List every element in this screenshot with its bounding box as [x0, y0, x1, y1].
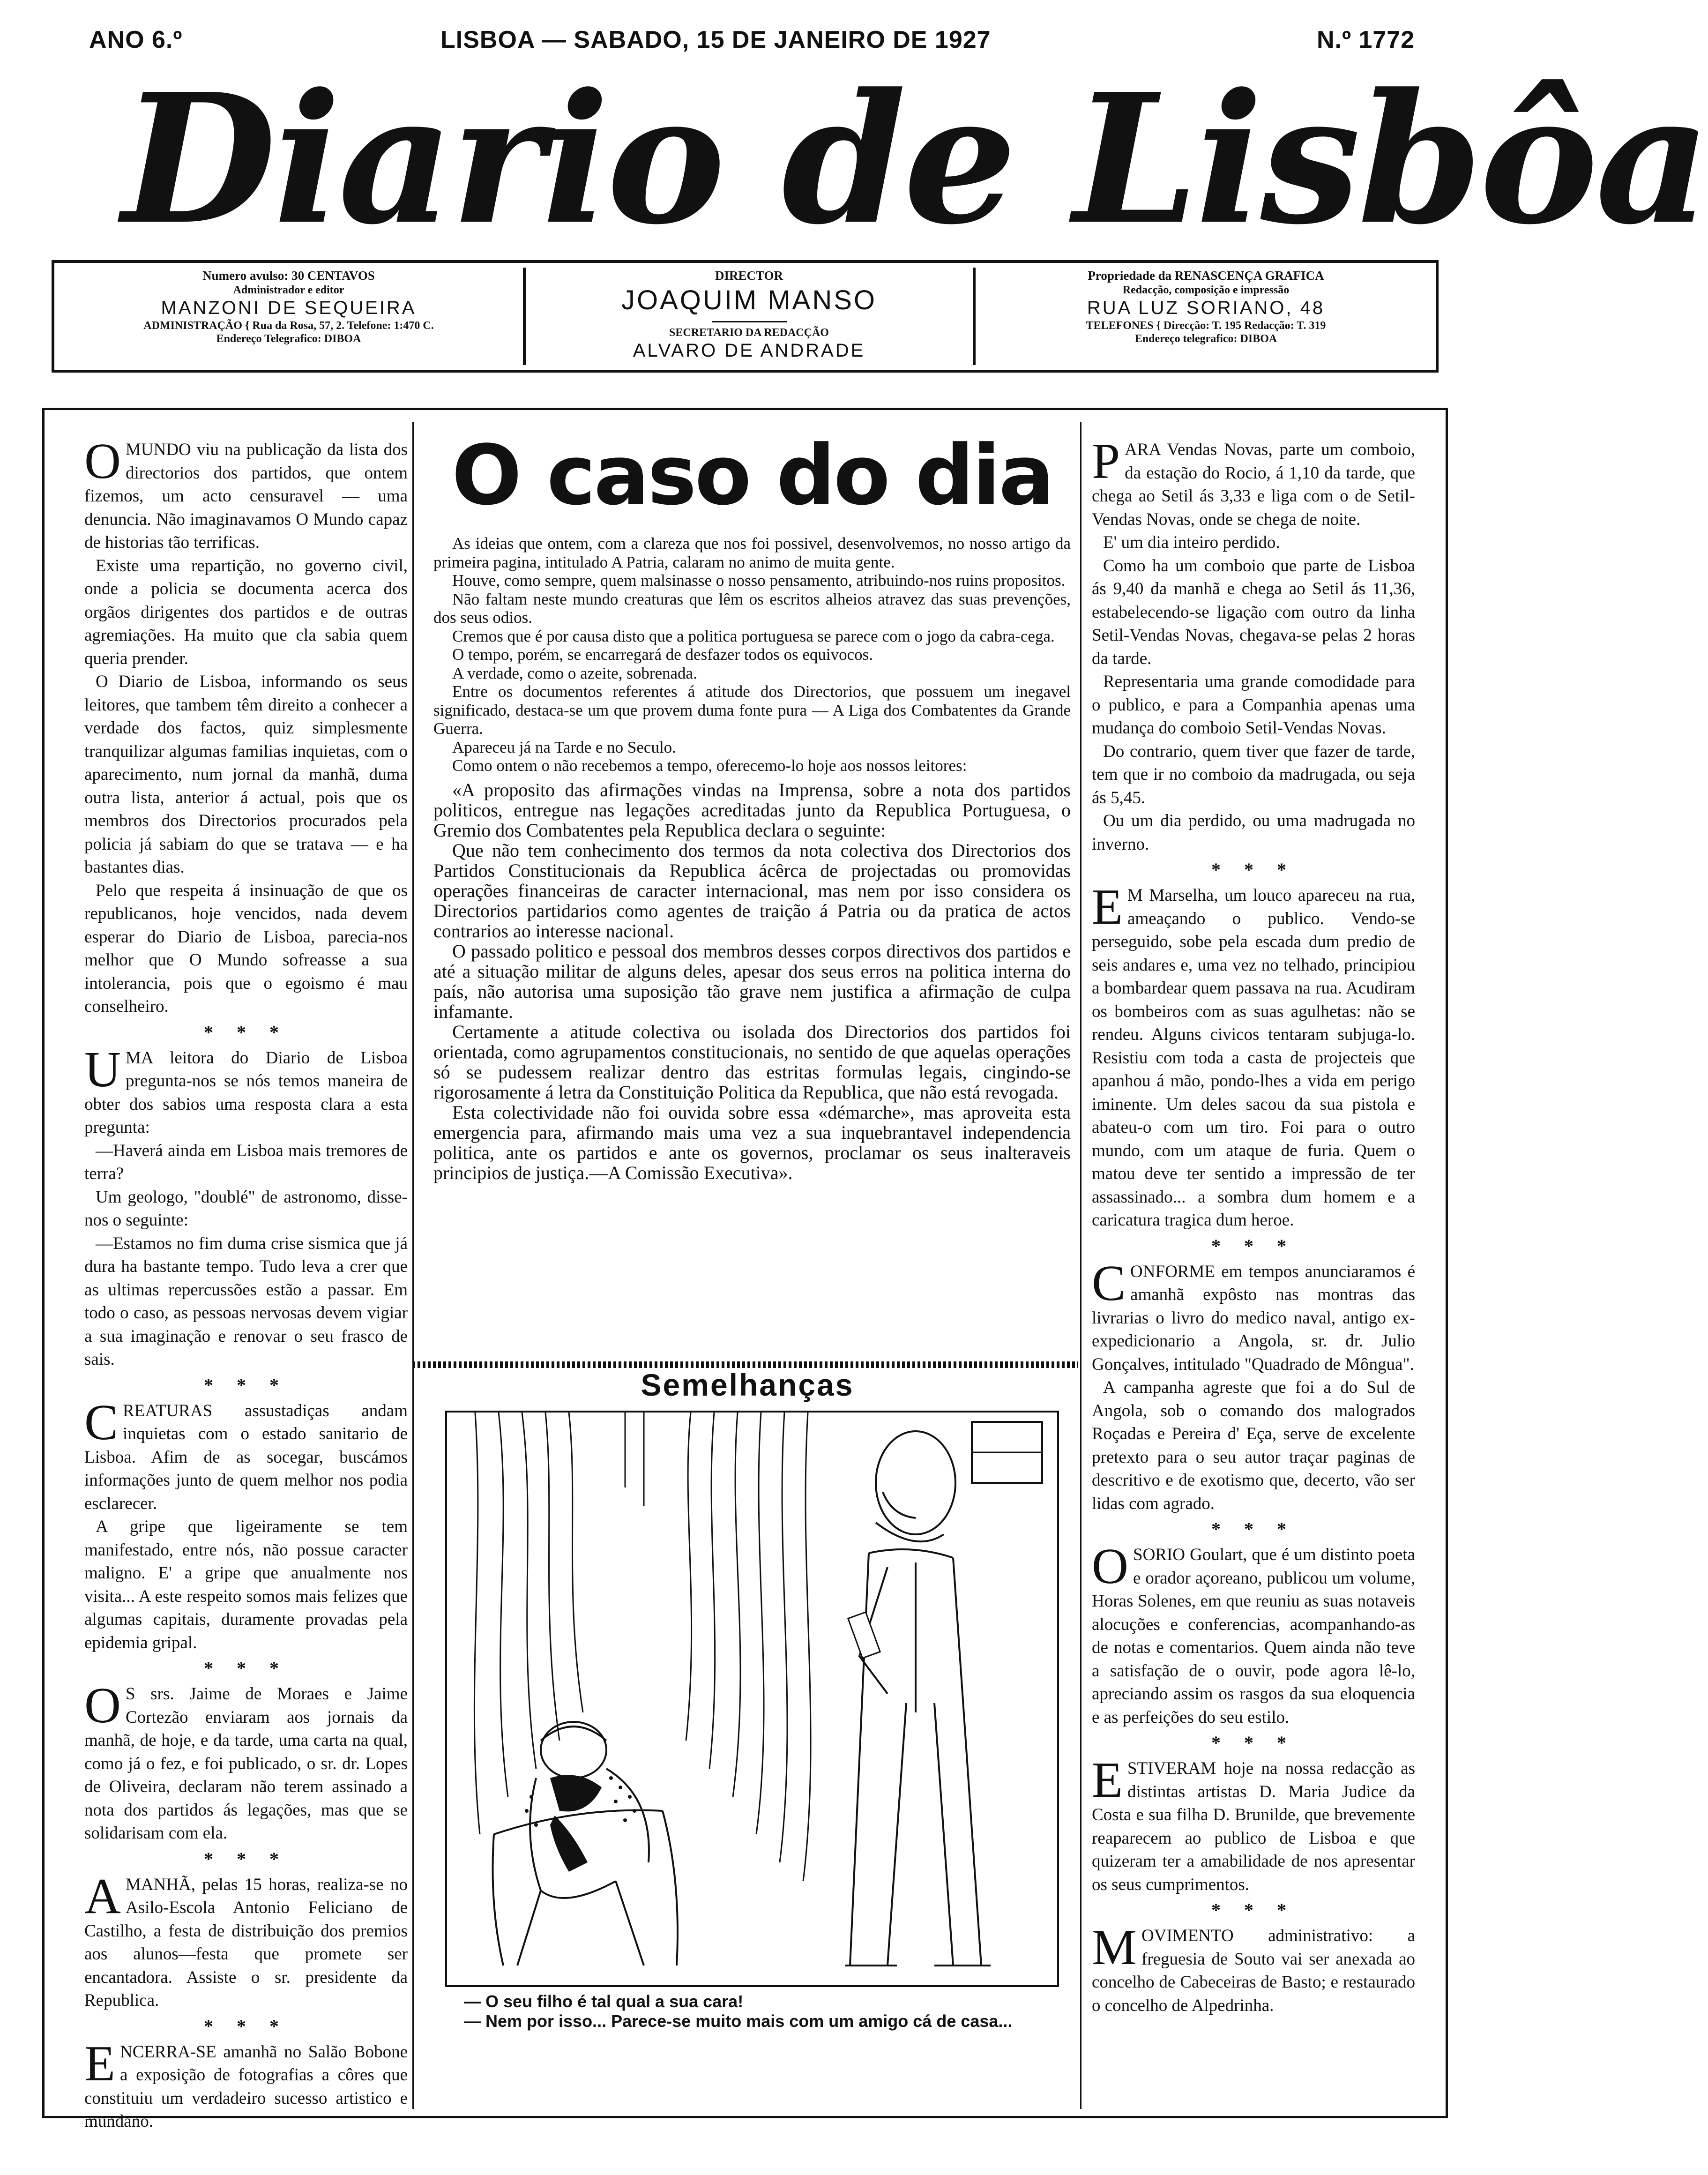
separator-stars: * * * — [204, 1021, 288, 1043]
article-paragraph: OMUNDO viu na publicação da lista dos directorios dos partidos, que ontem fizemos, um acto censuravel — uma denuncia. Não imaginavamos O Mundo capaz de historias tão terrificas. — [84, 434, 408, 552]
drop-cap: O — [84, 434, 121, 489]
drop-cap: O — [1092, 1539, 1128, 1594]
cartoon-illustration — [445, 1411, 1059, 1987]
drop-cap: C — [84, 1394, 119, 1450]
drop-cap: E — [84, 2035, 115, 2092]
director-name: JOAQUIM MANSO — [621, 285, 877, 315]
center-rule — [712, 321, 787, 322]
caption-line: — Nem por isso... Parece-se muito mais com um amigo cá de casa... — [464, 2011, 1013, 2031]
info-divider — [523, 268, 526, 365]
director-label: DIRECTOR — [715, 269, 783, 283]
article-paragraph: ESTIVERAM hoje na nossa redacção as distintas artistas D. Maria Judice da Costa e sua filha D. Brunilde, que brevemente reaparecem ao publico de Lisboa e que quizeram ter a amabilidade de nos apresentar os seus cumprimentos. — [1092, 1752, 1415, 1894]
article-paragraph: A verdade, como o azeite, sobrenada. — [452, 664, 697, 682]
separator-stars: * * * — [1211, 1899, 1296, 1921]
cartoon-drawing — [447, 1413, 1057, 1985]
article-paragraph: Um geologo, "doublé" de astronomo, disse-nos o seguinte: — [84, 1187, 408, 1230]
article-paragraph: As ideias que ontem, com a clareza que nos foi possivel, desenvolvemos, no nosso artigo da primeira pagina, intitulado A Patria, calaram no animo de muita gente. — [433, 534, 1071, 571]
separator-stars: * * * — [204, 1848, 288, 1869]
article-paragraph: O Diario de Lisboa, informando os seus leitores, que tambem têm direito a conhecer a verdade dos factos, quiz simplesmente tranquilizar algumas familias inquietas, com o aparecimento, num jornal da manhã, duma outra lista, anterior á actual, pois que os membros dos Directorios procurados pela policia já sabiam do que se tratava — e ha bastantes dias. — [84, 672, 408, 877]
article-paragraph: Do contrario, quem tiver que fazer de tarde, tem que ir no comboio da madrugada, ou seja ás 5,45. — [1092, 741, 1415, 807]
telegraphic-left: Endereço Telegrafico: DIBOA — [216, 333, 361, 345]
telegraphic-right: Endereço telegrafico: DIBOA — [1134, 333, 1277, 345]
telefones: TELEFONES { Direcção: T. 195 Redacção: T. 319 — [1086, 320, 1326, 332]
quote-paragraph: O passado politico e pessoal dos membros desses corpos directivos dos partidos e até a situação militar de alguns deles, apesar dos seus erros na politica interna do país, não autorisa uma suposição tão grave nem justifica a afirmação de culpa infamante. — [433, 940, 1071, 1022]
article-paragraph: E' um dia inteiro perdido. — [1103, 533, 1280, 552]
redaccao: Redacção, composição e impressão — [1122, 284, 1290, 296]
column-rule-left — [412, 422, 414, 2109]
article-paragraph: ENCERRA-SE amanhã no Salão Bobone a exposição de fotografias a côres que constituiu um verdadeiro sucesso artistico e mundano. — [84, 2035, 408, 2131]
article-paragraph: UMA leitora do Diario de Lisboa pregunta-nos se nós temos maneira de obter dos sabios uma resposta clara a esta pregunta: — [84, 1041, 408, 1137]
year-label: ANO 6.º — [89, 26, 183, 53]
article-paragraph: AMANHÃ, pelas 15 horas, realiza-se no Asilo-Escola Antonio Feliciano de Castilho, a festa de distribuição dos premios aos alunos—festa que promete ser encantadora. Assiste o sr. presidente da Republica. — [84, 1868, 408, 2010]
article-paragraph: Ou um dia perdido, ou uma madrugada no inverno. — [1092, 811, 1415, 854]
address: RUA LUZ SORIANO, 48 — [1087, 298, 1325, 318]
drop-cap: P — [1092, 434, 1120, 489]
article-paragraph: —Haverá ainda em Lisboa mais tremores de terra? — [84, 1141, 408, 1183]
article-paragraph: Houve, como sempre, quem malsinasse o nosso pensamento, atribuindo-nos ruins propositos. — [452, 571, 1066, 590]
article-paragraph: A campanha agreste que foi a do Sul de Angola, sob o comando dos malogrados Roçadas e Pereira d' Eça, serve de excelente pretexto para o seu autor traçar paginas de descritivo e de exotismo que, decerto, vão ser lidas com agrado. — [1092, 1378, 1415, 1513]
separator-stars: * * * — [1211, 1518, 1296, 1540]
admin-name: MANZONI DE SEQUEIRA — [161, 298, 417, 318]
info-right — [977, 268, 1434, 345]
separator-stars: * * * — [204, 2015, 288, 2037]
secretary-label: SECRETARIO DA REDACÇÃO — [669, 327, 829, 339]
article-paragraph: Como ontem o não recebemos a tempo, oferecemo-lo hoje aos nossos leitores: — [452, 756, 967, 775]
article-paragraph: MOVIMENTO administrativo: a freguesia de Souto vai ser anexada ao concelho de Cabeceiras de Basto; e restaurado o concelho de Alpedrinha. — [1092, 1920, 1415, 2015]
article-paragraph: Representaria uma grande comodidade para o publico, e para a Companhia apenas uma mudança do comboio Setil-Vendas Novas. — [1092, 672, 1415, 738]
admin-label: Administrador e editor — [233, 284, 344, 296]
article-paragraph: O tempo, porém, se encarregará de desfazer todos os equivocos. — [452, 645, 873, 664]
article-paragraph: Apareceu já na Tarde e no Seculo. — [452, 738, 676, 756]
drop-cap: M — [1092, 1920, 1137, 1975]
article-paragraph: Não faltam neste mundo creaturas que lêm os escritos alheios atravez das suas prevenções, dos seus odios. — [433, 590, 1071, 627]
separator-stars: * * * — [1211, 859, 1296, 880]
quote-paragraph: Que não tem conhecimento dos termos da nota colectiva dos Directorios dos Partidos Constitucionais da Republica ácêrca de projectadas ou promovidas operações financeiras de caracter internacional, mas nem por isso considera os Directorios partidarios como agentes de traição á Patria ou da pratica de actos contrarios ao interesse nacional. — [433, 839, 1071, 942]
center-article — [433, 534, 1071, 1183]
article-paragraph: OSORIO Goulart, que é um distinto poeta e orador açoreano, publicou um volume, Horas Solenes, em que reuniu as suas notaveis alocuções e conferencias, acompanhando-as de notas e comentarios. Quem ainda não teve a satisfação de o ouvir, pode agora lê-lo, apreciando assim os rasgos da sua eloquencia e as perfeições do seu estilo. — [1092, 1539, 1415, 1727]
separator-stars: * * * — [204, 1658, 288, 1679]
separator-stars: * * * — [1211, 1235, 1296, 1256]
separator-stars: * * * — [204, 1374, 288, 1396]
quote-paragraph: Certamente a atitude colectiva ou isolada dos Directorios dos partidos foi orientada, como agrupamentos constitucionais, no sentido de que aquelas operações só se pudessem realizar dentro das estritas formulas legais, cingindo-se rigorosamente á letra da Constituição Politica da Republica, que não está revogada. — [433, 1021, 1071, 1103]
masthead-title: Diario de Lisbôa — [122, 54, 1708, 264]
headline: O caso do dia — [451, 427, 1053, 523]
drop-cap: U — [84, 1041, 121, 1098]
article-paragraph: CONFORME em tempos anunciaramos é amanhã expôsto nas montras das livrarias o livro do medico naval, antigo ex-expedicionario a Angola, sr. dr. Julio Gonçalves, intitulado "Quadrado de Môngua". — [1092, 1255, 1415, 1374]
cartoon-caption — [464, 1992, 1064, 2031]
info-divider — [973, 268, 976, 365]
article-paragraph: A gripe que ligeiramente se tem manifestado, entre nós, não possue caracter maligno. E' a gripe que anualmente nos visita... A este respeito somos mais felizes que algumas capitais, duramente provadas pela epidemia gripal. — [84, 1517, 408, 1652]
info-center — [528, 268, 970, 362]
administracao: ADMINISTRAÇÃO { Rua da Rosa, 57, 2. Telefone: 1:470 C. — [143, 320, 434, 332]
drop-cap: E — [1092, 1752, 1123, 1808]
article-paragraph: E M Marselha, um louco apareceu na rua, ameaçando o publico. Vendo-se perseguido, sobe pela escada dum predio de seis andares e, uma vez no telhado, principiou a bombardear quem passava na rua. Acudiram os bombeiros com as suas agulhetas: não se rendeu. Alguns civicos tentaram subjuga-lo. Resistiu com toda a casta de projecteis que apanhou á mão, pondo-lhes a vida em perigo iminente. Um deles sacou da sua pistola e abateu-o com um tiro. Foi para o outro mundo, com um ataque de furia. Quem o matou deve ter sentido a impressão de ter assassinado... a sombra dum homem e a caricatura tragica dum heroe. — [1092, 879, 1415, 1230]
info-box — [52, 260, 1439, 373]
drop-cap: A — [84, 1868, 121, 1924]
article-paragraph: Existe uma repartição, no governo civil, onde a policia se documenta acerca dos orgãos dirigentes dos partidos e de outras agremiações. Ha muito que cla sabia quem queria prender. — [84, 556, 408, 668]
price: Numero avulso: 30 CENTAVOS — [202, 269, 375, 283]
article-paragraph: O S srs. Jaime de Moraes e Jaime Cortezão enviaram aos jornais da manhã, de hoje, e da tarde, uma carta na qual, como já o fez, e foi publicado, o sr. dr. Lopes de Oliveira, declaram não terem assinado a nota dos partidos ás legações, mas que se solidarisam com ela. — [84, 1678, 408, 1843]
column-rule-right — [1080, 422, 1081, 2109]
drop-cap: E — [1092, 879, 1123, 935]
cartoon-title: Semelhanças — [641, 1368, 854, 1402]
owner: Propriedade da RENASCENÇA GRAFICA — [1088, 269, 1324, 283]
caption-line: — O seu filho é tal qual a sua cara! — [464, 1992, 744, 2011]
quote-paragraph: Esta colectividade não foi ouvida sobre essa «démarche», mas aproveita esta emergencia para, afirmando mais uma vez a sua inquebrantavel independencia politica, ante os partidos e ante os governos, proclamar os seus inalteraveis principios de justiça.—A Comissão Executiva». — [433, 1101, 1071, 1183]
article-paragraph: Pelo que respeita á insinuação de que os republicanos, hoje vencidos, nada devem esperar do Diario de Lisboa, parecia-nos melhor que O Mundo sofreasse a sua intolerancia, pois que o egoismo é mau conselheiro. — [84, 881, 408, 1016]
article-paragraph: Cremos que é por causa disto que a politica portuguesa se parece com o jogo da cabra-cega. — [452, 627, 1055, 645]
quote-paragraph: «A proposito das afirmações vindas na Imprensa, sobre a nota dos partidos politicos, entregue nas legações acreditadas junto da Republica Portuguesa, o Gremio dos Combatentes pela Republica declara o seguinte: — [433, 779, 1071, 841]
issue-number: N.º 1772 — [1317, 26, 1415, 53]
secretary-name: ALVARO DE ANDRADE — [633, 340, 865, 361]
drop-cap: C — [1092, 1255, 1126, 1311]
right-column — [1092, 434, 1415, 2017]
separator-stars: * * * — [1211, 1732, 1296, 1753]
article-paragraph: Como ha um comboio que parte de Lisboa ás 9,40 da manhã e chega ao Setil ás 11,36, estabelecendo-se ligação com outro da linha Setil-Vendas Novas, chegava-se pelas 2 horas da tarde. — [1092, 556, 1415, 668]
article-paragraph: PARA Vendas Novas, parte um comboio, da estação do Rocio, á 1,10 da tarde, que chega ao Setil ás 3,33 e liga com o de Setil-Vendas Novas, onde se chega de noite. — [1092, 434, 1415, 529]
drop-cap: O — [84, 1678, 121, 1734]
info-left — [59, 268, 518, 345]
dateline: LISBOA — SABADO, 15 DE JANEIRO DE 1927 — [440, 26, 991, 53]
left-column — [84, 434, 408, 2133]
article-paragraph: Entre os documentos referentes á atitude dos Directorios, que possuem um inegavel significado, destaca-se um que provem duma fonte pura — A Liga dos Combatentes da Grande Guerra. — [433, 682, 1071, 738]
article-paragraph: CREATURAS assustadiças andam inquietas com o estado sanitario de Lisboa. Afim de as socegar, buscámos informações junto de quem melhor nos podia esclarecer. — [84, 1394, 408, 1513]
article-paragraph: —Estamos no fim duma crise sismica que já dura ha bastante tempo. Tudo leva a crer que as ultimas repercussões estão a passar. Em todo o caso, as pessoas nervosas devem vigiar a sua imaginação e renovar o seu frasco de sais. — [84, 1233, 408, 1369]
